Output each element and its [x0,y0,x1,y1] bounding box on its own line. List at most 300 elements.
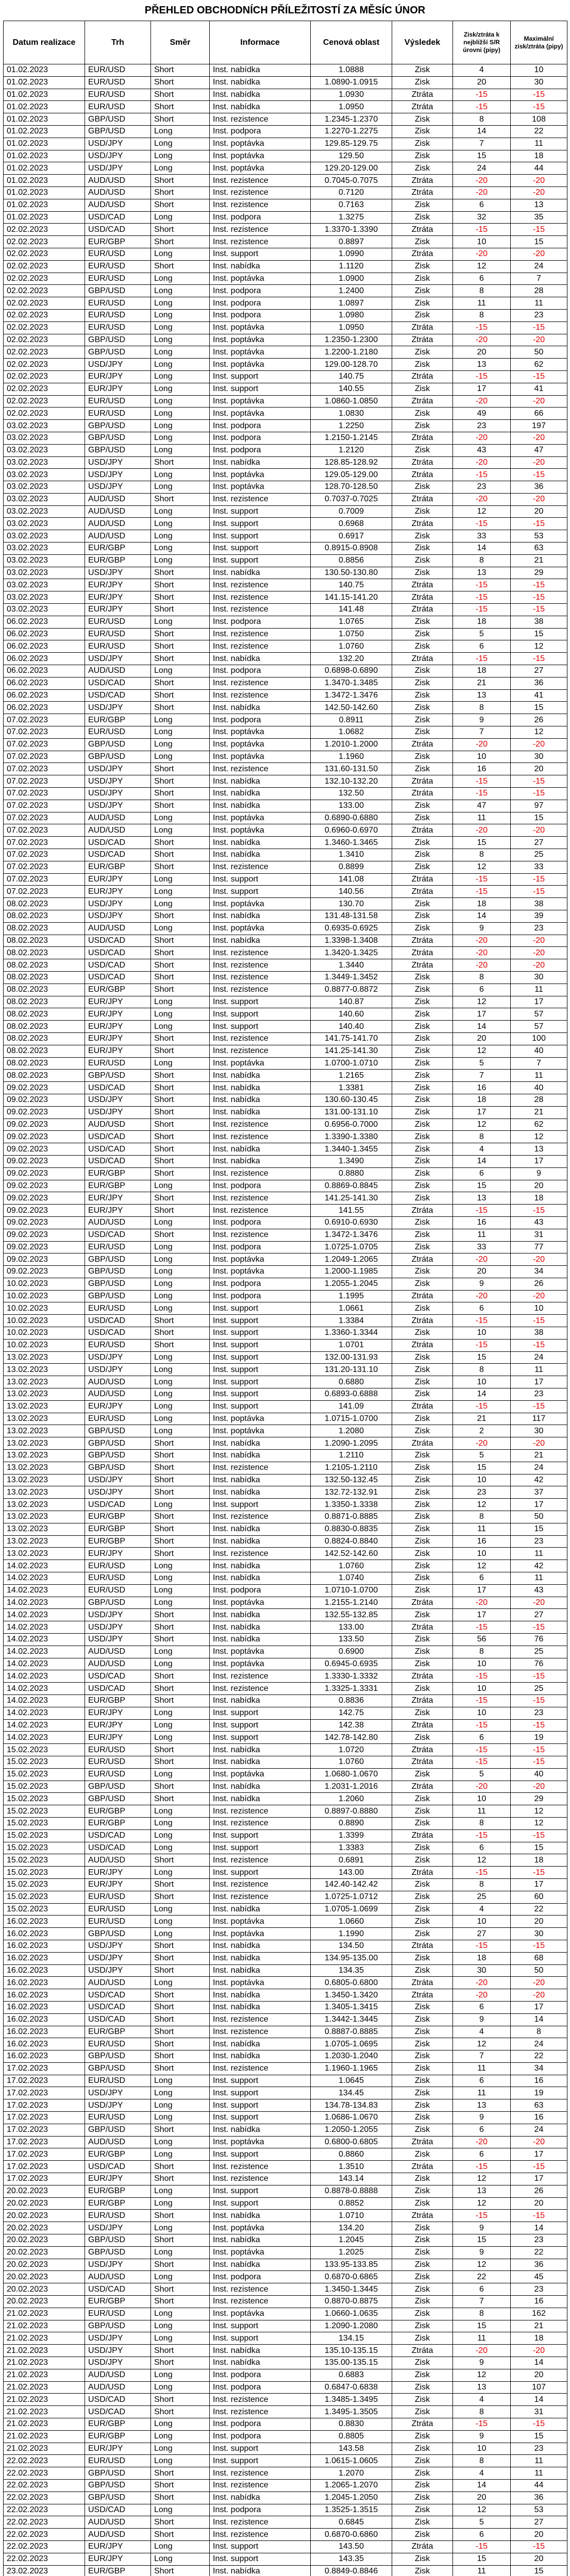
table-row [4,1413,567,1425]
cell-pair: EUR/JPY [85,1878,151,1891]
cell-pips-max: 24 [511,260,567,273]
cell-price: 1.2105-1.2110 [311,1462,392,1474]
cell-pips-max: 12 [511,1805,567,1818]
table-row [4,628,567,640]
cell-pair: USD/CAD [85,224,151,236]
cell-pips-nearest: 10 [453,1683,511,1695]
cell-date: 16.02.2023 [4,1916,85,1928]
cell-info: Inst. poptávka [210,1916,311,1928]
cell-direction: Long [151,1253,210,1266]
cell-result: Ztráta [392,101,453,113]
cell-pips-nearest: 14 [453,1388,511,1401]
table-row [4,469,567,481]
cell-date: 13.02.2023 [4,1523,85,1535]
cell-direction: Short [151,775,210,788]
cell-direction: Short [151,2529,210,2541]
cell-date: 13.02.2023 [4,1511,85,1523]
cell-date: 01.02.2023 [4,76,85,89]
cell-date: 09.02.2023 [4,1205,85,1217]
cell-result: Zisk [392,2062,453,2075]
cell-direction: Long [151,2185,210,2197]
cell-price: 1.2090-1.2080 [311,2320,392,2332]
cell-info: Inst. support [210,543,311,555]
cell-pips-nearest: 4 [453,2026,511,2038]
cell-pair: GBP/USD [85,1278,151,1290]
cell-pair: EUR/USD [85,309,151,321]
cell-info: Inst. rezistence [210,1511,311,1523]
cell-info: Inst. nabídka [210,788,311,800]
cell-pair: USD/CAD [85,1229,151,1241]
cell-info: Inst. rezistence [210,604,311,616]
table-row [4,1302,567,1315]
cell-date: 03.02.2023 [4,530,85,543]
cell-direction: Short [151,1474,210,1486]
cell-price: 143.58 [311,2443,392,2455]
cell-result: Zisk [392,1425,453,1437]
cell-pair: USD/CAD [85,2406,151,2418]
cell-price: 1.2010-1.2000 [311,738,392,751]
cell-price: 1.0710 [311,2210,392,2222]
cell-pips-max: 15 [511,2430,567,2443]
cell-price: 1.0950 [311,321,392,334]
cell-info: Inst. poptávka [210,150,311,162]
cell-date: 01.02.2023 [4,150,85,162]
cell-pips-nearest: 10 [453,1376,511,1388]
cell-pips-max: 60 [511,1891,567,1903]
cell-pips-max: -20 [511,248,567,260]
cell-pips-nearest: -15 [453,1621,511,1634]
cell-pair: GBP/USD [85,1793,151,1805]
cell-pips-max: 36 [511,2259,567,2271]
cell-pips-max: 33 [511,861,567,873]
cell-pair: EUR/USD [85,1560,151,1572]
cell-date: 17.02.2023 [4,2099,85,2112]
cell-info: Inst. poptávka [210,1425,311,1437]
cell-result: Zisk [392,1106,453,1118]
cell-direction: Short [151,2565,210,2576]
table-row [4,175,567,187]
cell-pair: AUD/USD [85,2381,151,2394]
cell-direction: Short [151,1155,210,1167]
cell-direction: Long [151,162,210,175]
cell-pair: GBP/USD [85,432,151,444]
cell-price: 1.1960 [311,751,392,763]
cell-pair: USD/CAD [85,935,151,947]
cell-result: Zisk [392,2099,453,2112]
cell-result: Ztráta [392,1694,453,1707]
cell-direction: Short [151,187,210,199]
cell-pair: EUR/JPY [85,1021,151,1033]
cell-result: Zisk [392,2357,453,2369]
table-row [4,653,567,665]
cell-date: 21.02.2023 [4,2430,85,2443]
cell-pips-max: -20 [511,175,567,187]
table-row [4,1205,567,1217]
table-row [4,1916,567,1928]
cell-direction: Short [151,2259,210,2271]
cell-result: Zisk [392,285,453,297]
cell-date: 17.02.2023 [4,2161,85,2173]
cell-result: Zisk [392,199,453,211]
cell-direction: Long [151,150,210,162]
cell-pips-max: 18 [511,150,567,162]
cell-date: 07.02.2023 [4,861,85,873]
cell-info: Inst. podpora [210,420,311,432]
cell-direction: Short [151,1486,210,1499]
cell-info: Inst. nabídka [210,1989,311,2002]
cell-price: 0.6956-0.7000 [311,1118,392,1131]
cell-pips-max: 27 [511,2516,567,2529]
cell-pips-nearest: -15 [453,89,511,101]
cell-pair: USD/JPY [85,1094,151,1106]
cell-price: 1.3420-1.3425 [311,947,392,959]
cell-price: 1.0660 [311,1916,392,1928]
cell-result: Ztráta [392,1205,453,1217]
cell-result: Zisk [392,1634,453,1646]
cell-info: Inst. nabídka [210,2234,311,2247]
table-row [4,2406,567,2418]
cell-result: Zisk [392,1180,453,1192]
cell-price: 0.8856 [311,554,392,567]
cell-result: Zisk [392,2050,453,2063]
table-row [4,947,567,959]
table-row [4,530,567,543]
cell-result: Zisk [392,1266,453,1278]
cell-price: 1.3490 [311,1155,392,1167]
cell-direction: Long [151,1658,210,1670]
cell-date: 15.02.2023 [4,1793,85,1805]
cell-pair: USD/CAD [85,1989,151,2002]
cell-pips-nearest: 6 [453,1842,511,1854]
cell-pair: AUD/USD [85,175,151,187]
cell-pips-nearest: -15 [453,101,511,113]
cell-pips-nearest: -15 [453,1756,511,1768]
cell-pair: EUR/GBP [85,1805,151,1818]
cell-result: Zisk [392,2296,453,2308]
cell-pips-max: 21 [511,554,567,567]
cell-price: 1.2110 [311,1450,392,1462]
table-row [4,101,567,113]
table-row [4,2234,567,2247]
cell-pips-nearest: -20 [453,1290,511,1302]
cell-direction: Long [151,1597,210,1609]
cell-info: Inst. rezistence [210,113,311,126]
cell-pips-max: -15 [511,2210,567,2222]
cell-direction: Long [151,738,210,751]
cell-price: 0.8911 [311,714,392,726]
cell-date: 08.02.2023 [4,898,85,910]
cell-pips-nearest: 20 [453,346,511,359]
cell-pair: USD/JPY [85,1474,151,1486]
cell-info: Inst. podpora [210,1584,311,1597]
cell-pips-nearest: 18 [453,1094,511,1106]
header-row [4,21,567,64]
cell-result: Zisk [392,1842,453,1854]
cell-pips-nearest: -15 [453,2161,511,2173]
cell-date: 14.02.2023 [4,1719,85,1732]
cell-pips-nearest: 17 [453,1008,511,1021]
cell-direction: Long [151,554,210,567]
cell-result: Zisk [392,910,453,922]
cell-date: 08.02.2023 [4,1070,85,1082]
cell-price: 130.50-130.80 [311,567,392,579]
cell-price: 0.7163 [311,199,392,211]
cell-info: Inst. rezistence [210,1878,311,1891]
table-row [4,2246,567,2259]
cell-price: 0.8897 [311,236,392,248]
cell-date: 09.02.2023 [4,1094,85,1106]
cell-info: Inst. support [210,554,311,567]
cell-pips-max: 63 [511,2099,567,2112]
cell-result: Zisk [392,1964,453,1977]
cell-info: Inst. poptávka [210,321,311,334]
cell-date: 16.02.2023 [4,2026,85,2038]
cell-pips-max: 28 [511,1094,567,1106]
table-row [4,432,567,444]
cell-direction: Short [151,101,210,113]
cell-pair: EUR/USD [85,1413,151,1425]
cell-direction: Long [151,2443,210,2455]
cell-price: 0.8836 [311,1694,392,1707]
cell-info: Inst. nabídka [210,910,311,922]
table-row [4,359,567,371]
cell-direction: Short [151,861,210,873]
cell-pips-max: 21 [511,1106,567,1118]
cell-info: Inst. support [210,1339,311,1351]
cell-price: 1.2050-1.2055 [311,2124,392,2136]
cell-pips-max: 7 [511,1057,567,1070]
header-pips-nearest: Zisk/ztráta k nejbližší S/R úrovni (pipy) [453,21,511,64]
cell-direction: Short [151,1070,210,1082]
cell-pips-max: 36 [511,481,567,494]
table-row [4,138,567,150]
cell-price: 1.0710-1.0700 [311,1584,392,1597]
cell-date: 14.02.2023 [4,1634,85,1646]
cell-pair: AUD/USD [85,665,151,677]
cell-direction: Long [151,2418,210,2431]
cell-pips-max: 50 [511,1511,567,1523]
cell-pips-max: 23 [511,2283,567,2296]
cell-pips-max: 22 [511,2246,567,2259]
cell-date: 15.02.2023 [4,1854,85,1867]
cell-pips-nearest: 12 [453,1118,511,1131]
cell-pips-max: 23 [511,922,567,935]
header-price: Cenová oblast [311,21,392,64]
table-row [4,187,567,199]
cell-pair: USD/JPY [85,910,151,922]
cell-pips-max: 14 [511,2394,567,2406]
cell-info: Inst. poptávka [210,726,311,739]
cell-pair: USD/CAD [85,689,151,702]
cell-result: Zisk [392,2173,453,2185]
cell-result: Zisk [392,2369,453,2381]
cell-pips-max: 12 [511,640,567,653]
header-result: Výsledek [392,21,453,64]
cell-pips-nearest: 11 [453,2062,511,2075]
cell-price: 0.6910-0.6930 [311,1216,392,1229]
cell-pips-max: 31 [511,1229,567,1241]
cell-pair: AUD/USD [85,2516,151,2529]
cell-result: Zisk [392,800,453,812]
cell-date: 02.02.2023 [4,260,85,273]
cell-pair: EUR/USD [85,2210,151,2222]
cell-pips-max: 43 [511,1584,567,1597]
header-direction: Směr [151,21,210,64]
cell-price: 1.0725-1.0705 [311,1241,392,1253]
cell-info: Inst. nabídka [210,702,311,714]
cell-pair: EUR/USD [85,101,151,113]
cell-pair: GBP/USD [85,2124,151,2136]
cell-price: 128.85-128.92 [311,456,392,469]
cell-result: Zisk [392,2320,453,2332]
cell-pair: EUR/GBP [85,984,151,996]
cell-direction: Short [151,604,210,616]
cell-pips-max: 40 [511,1045,567,1057]
cell-info: Inst. support [210,2075,311,2087]
cell-result: Ztráta [392,788,453,800]
cell-info: Inst. support [210,2320,311,2332]
table-row [4,2013,567,2026]
cell-pair: GBP/USD [85,1437,151,1450]
cell-pair: USD/CAD [85,1842,151,1854]
cell-price: 141.09 [311,1400,392,1413]
table-row [4,1155,567,1167]
cell-result: Ztráta [392,370,453,383]
table-row [4,1903,567,1916]
cell-price: 134.20 [311,2222,392,2234]
cell-direction: Long [151,125,210,138]
cell-price: 1.2025 [311,2246,392,2259]
cell-pips-max: 11 [511,1548,567,1560]
cell-date: 15.02.2023 [4,1768,85,1781]
cell-result: Zisk [392,1070,453,1082]
cell-result: Ztráta [392,1339,453,1351]
cell-info: Inst. podpora [210,297,311,310]
cell-pips-max: 19 [511,1732,567,1744]
cell-price: 1.0830 [311,408,392,420]
cell-price: 1.0715-1.0700 [311,1413,392,1425]
cell-info: Inst. nabídka [210,2492,311,2504]
cell-pips-max: -15 [511,2418,567,2431]
cell-price: 1.2060 [311,1793,392,1805]
cell-result: Ztráta [392,1597,453,1609]
cell-date: 06.02.2023 [4,628,85,640]
cell-pips-nearest: 16 [453,1082,511,1094]
cell-pips-nearest: -15 [453,1719,511,1732]
cell-info: Inst. support [210,530,311,543]
table-row [4,1658,567,1670]
cell-pips-max: 9 [511,1167,567,1180]
cell-date: 09.02.2023 [4,1180,85,1192]
cell-price: 1.3470-1.3485 [311,677,392,689]
cell-price: 1.2400 [311,285,392,297]
cell-pips-nearest: 4 [453,1903,511,1916]
cell-direction: Long [151,1278,210,1290]
cell-pair: USD/JPY [85,800,151,812]
cell-pips-nearest: 18 [453,1952,511,1964]
cell-pips-nearest: 12 [453,2504,511,2516]
cell-direction: Long [151,1400,210,1413]
table-row [4,984,567,996]
cell-info: Inst. rezistence [210,763,311,775]
cell-info: Inst. rezistence [210,640,311,653]
cell-result: Ztráta [392,1290,453,1302]
cell-direction: Short [151,1450,210,1462]
cell-date: 13.02.2023 [4,1364,85,1376]
cell-pair: GBP/USD [85,738,151,751]
cell-pips-nearest: 32 [453,211,511,224]
cell-price: 143.50 [311,2540,392,2553]
table-row [4,1646,567,1658]
cell-result: Zisk [392,554,453,567]
cell-date: 02.02.2023 [4,273,85,285]
cell-direction: Short [151,910,210,922]
cell-price: 142.50-142.60 [311,702,392,714]
cell-pips-nearest: 33 [453,530,511,543]
cell-direction: Short [151,199,210,211]
cell-price: 1.0950 [311,101,392,113]
cell-price: 1.3399 [311,1829,392,1842]
cell-pair: EUR/USD [85,1903,151,1916]
cell-direction: Short [151,2013,210,2026]
cell-date: 17.02.2023 [4,2124,85,2136]
cell-result: Zisk [392,628,453,640]
cell-date: 03.02.2023 [4,518,85,530]
table-row [4,1351,567,1364]
cell-date: 21.02.2023 [4,2357,85,2369]
cell-date: 15.02.2023 [4,1842,85,1854]
cell-pips-max: 197 [511,420,567,432]
cell-direction: Long [151,2075,210,2087]
cell-pips-nearest: 20 [453,1032,511,1045]
cell-pips-nearest: 8 [453,1511,511,1523]
table-row [4,505,567,518]
cell-direction: Short [151,800,210,812]
cell-result: Ztráta [392,432,453,444]
table-row [4,1057,567,1070]
cell-date: 07.02.2023 [4,714,85,726]
table-row [4,211,567,224]
cell-direction: Long [151,824,210,837]
cell-price: 0.6945-0.6935 [311,1658,392,1670]
cell-pips-nearest: 5 [453,2516,511,2529]
cell-date: 13.02.2023 [4,1351,85,1364]
cell-info: Inst. nabídka [210,1744,311,1756]
cell-pips-nearest: 12 [453,2038,511,2050]
cell-pips-nearest: -15 [453,518,511,530]
table-row [4,1229,567,1241]
cell-result: Zisk [392,665,453,677]
cell-pips-nearest: -15 [453,321,511,334]
cell-direction: Long [151,1842,210,1854]
cell-pips-max: 108 [511,113,567,126]
cell-pips-nearest: -15 [453,604,511,616]
cell-direction: Long [151,1707,210,1719]
cell-pair: EUR/GBP [85,2296,151,2308]
cell-pair: EUR/JPY [85,873,151,886]
cell-pair: EUR/JPY [85,370,151,383]
cell-price: 135.10-135.15 [311,2345,392,2357]
cell-price: 1.0705-1.0695 [311,2038,392,2050]
cell-date: 20.02.2023 [4,2283,85,2296]
cell-pair: EUR/GBP [85,1535,151,1548]
cell-pips-max: 35 [511,211,567,224]
cell-info: Inst. podpora [210,2369,311,2381]
cell-price: 140.40 [311,1021,392,1033]
cell-pair: EUR/JPY [85,996,151,1008]
table-row [4,800,567,812]
cell-direction: Long [151,1560,210,1572]
